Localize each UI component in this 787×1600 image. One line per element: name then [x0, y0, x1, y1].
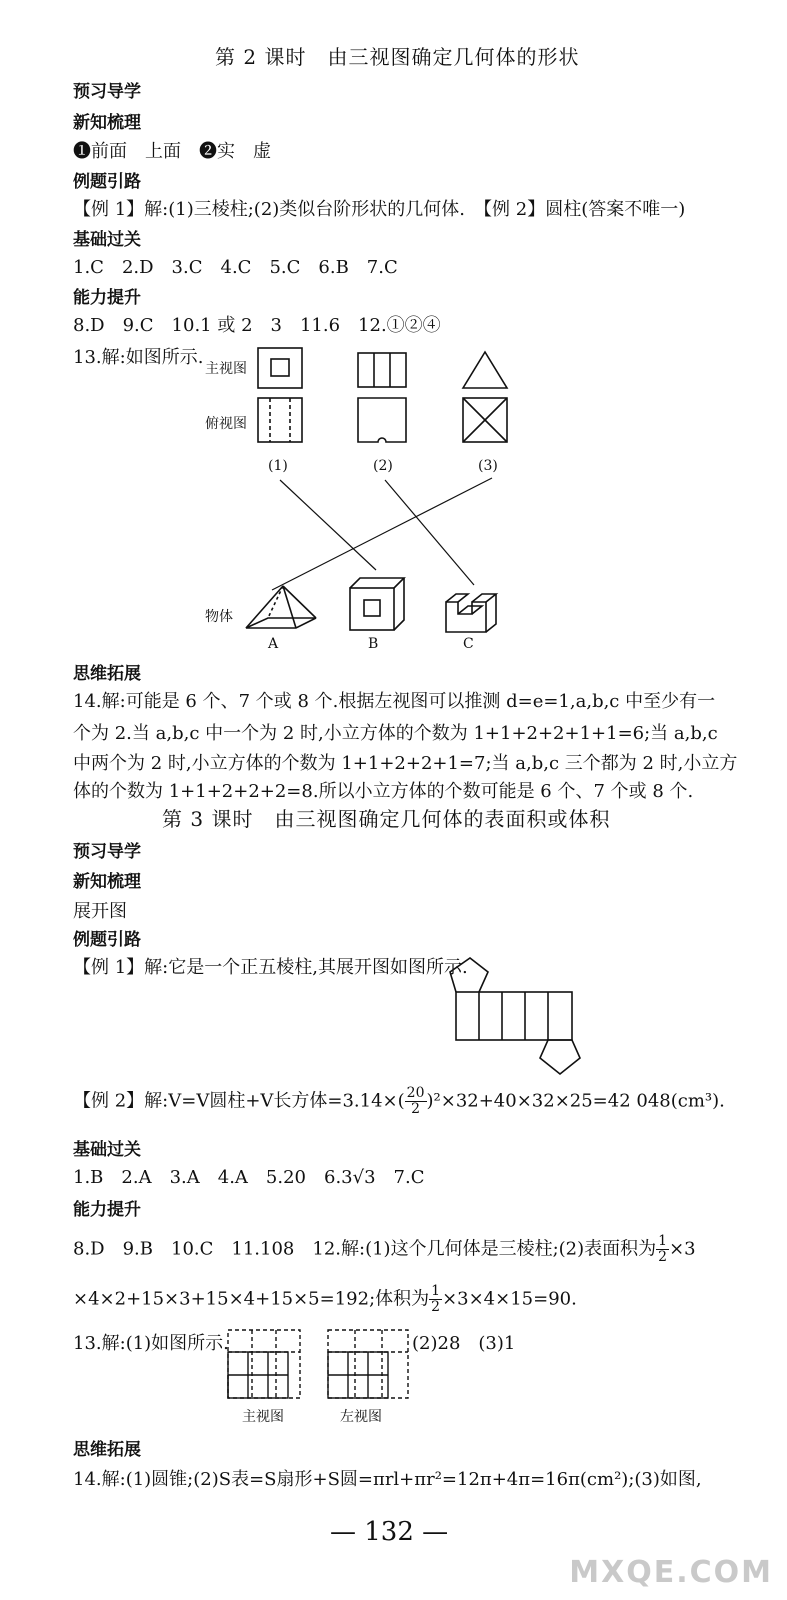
heading-new-knowledge-3: 新知梳理	[73, 872, 141, 892]
object-b-label: B	[368, 636, 379, 652]
object-c-label: C	[463, 636, 474, 652]
heading-new-knowledge: 新知梳理	[73, 113, 141, 133]
front-view-label: 主视图	[205, 361, 247, 377]
front-view-caption: 主视图	[242, 1409, 284, 1425]
heading-preview-3: 预习导学	[73, 842, 141, 862]
example2-part-b: )²×32+40×32×25=42 048(cm³).	[426, 1090, 725, 1112]
heading-thinking: 思维拓展	[73, 664, 141, 684]
new-knowledge-text-3: 展开图	[73, 901, 127, 922]
heading-preview: 预习导学	[73, 82, 141, 102]
heading-thinking-3: 思维拓展	[73, 1440, 141, 1460]
ability-line-2-b: ×3×4×15=90.	[442, 1288, 577, 1310]
q13-text: 13.解:如图所示.	[73, 347, 204, 368]
heading-ability-3: 能力提升	[73, 1200, 141, 1220]
fraction-denominator: 2	[411, 1101, 421, 1117]
fig-number-1: (1)	[268, 458, 288, 474]
q13-part-b: (2)28 (3)1	[412, 1333, 516, 1354]
fig-number-3: (3)	[478, 458, 498, 474]
fraction-numerator: 20	[406, 1085, 425, 1101]
heading-ability: 能力提升	[73, 288, 141, 308]
half-numerator-2: 1	[431, 1283, 441, 1299]
half-denominator-1: 2	[658, 1249, 668, 1265]
q14-line-1: 14.解:可能是 6 个、7 个或 8 个.根据左视图可以推测 d=e=1,a,b,c 中至少有一	[73, 691, 716, 712]
q14-text-3: 14.解:(1)圆锥;(2)S表=S扇形+S圆=πrl+πr²=12π+4π=16π(cm²);(3)如图,	[73, 1469, 702, 1490]
fig-number-2: (2)	[373, 458, 393, 474]
ability-line-1-a: 8.D 9.B 10.C 11.108 12.解:(1)这个几何体是三棱柱;(2)表面积为	[73, 1238, 657, 1260]
section-title-lesson3: 第 3 课时 由三视图确定几何体的表面积或体积	[162, 807, 611, 831]
q14-line-3: 中两个为 2 时,小立方体的个数为 1+1+2+2+1=7;当 a,b,c 三个都为 2 时,小立方	[73, 753, 738, 774]
ability-line-2-a: ×4×2+15×3+15×4+15×5=192;体积为	[73, 1288, 430, 1310]
basic-answers: 1.C 2.D 3.C 4.C 5.C 6.B 7.C	[73, 257, 398, 278]
q14-line-4: 体的个数为 1+1+2+2+2=8.所以小立方体的个数可能是 6 个、7 个或 8 个.	[73, 781, 694, 802]
q14-line-2: 个为 2.当 a,b,c 中一个为 2 时,小立方体的个数为 1+1+2+2+1+1=6;当 a,b,c	[73, 723, 718, 744]
basic-answers-3: 1.B 2.A 3.A 4.A 5.20 6.3√3 7.C	[73, 1167, 425, 1188]
object-a-label: A	[268, 636, 279, 652]
watermark: MXQE.COM	[569, 1555, 773, 1590]
top-view-label: 俯视图	[205, 416, 247, 432]
q13-part-a: 13.解:(1)如图所示.	[73, 1333, 229, 1354]
half-numerator-1: 1	[658, 1233, 668, 1249]
ability-line-1-b: ×3	[669, 1238, 696, 1260]
half-denominator-2: 2	[431, 1299, 441, 1315]
examples-text: 【例 1】解:(1)三棱柱;(2)类似台阶形状的几何体. 【例 2】圆柱(答案不唯一)	[73, 199, 686, 220]
heading-basic-3: 基础过关	[73, 1140, 141, 1160]
left-view-caption: 左视图	[340, 1409, 382, 1425]
object-label: 物体	[205, 609, 233, 625]
heading-examples-3: 例题引路	[73, 930, 141, 950]
heading-basic: 基础过关	[73, 230, 141, 250]
new-knowledge-text: ❶前面 上面 ❷实 虚	[73, 141, 271, 162]
example1-text: 【例 1】解:它是一个正五棱柱,其展开图如图所示.	[73, 957, 468, 978]
section-title-lesson2: 第 2 课时 由三视图确定几何体的形状	[215, 45, 580, 69]
page-number: — 132 —	[330, 1517, 449, 1547]
ability-answers: 8.D 9.C 10.1 或 2 3 11.6 12.①②④	[73, 315, 441, 336]
heading-examples: 例题引路	[73, 172, 141, 192]
example2-part-a: 【例 2】解:V=V圆柱+V长方体=3.14×(	[73, 1090, 405, 1112]
